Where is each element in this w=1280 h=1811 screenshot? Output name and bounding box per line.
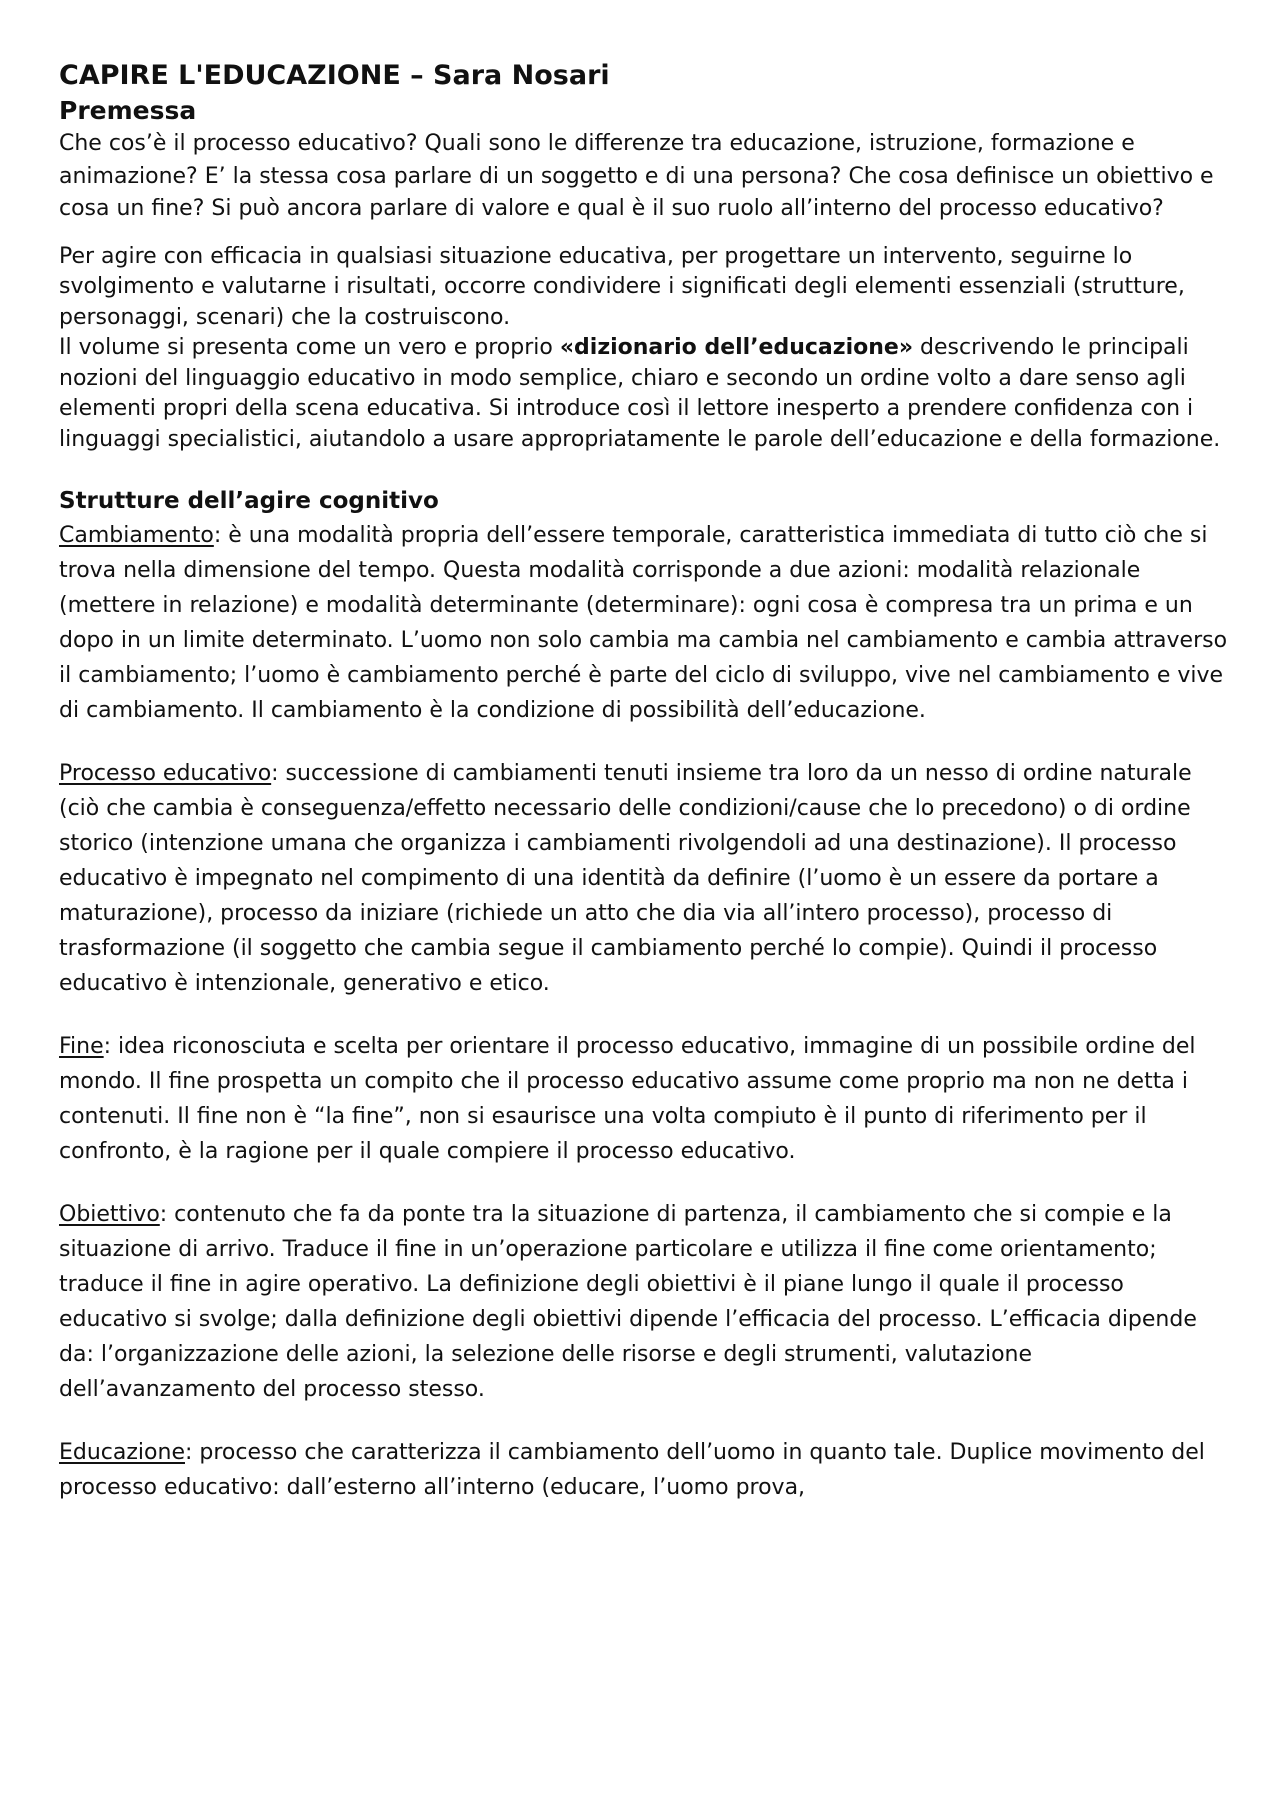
premessa-paragraph-3-intro: Il volume si presenta come un vero e proprio xyxy=(59,335,560,360)
premessa-paragraph-3 xyxy=(59,333,1229,455)
term-processo-educativo: Processo educativo xyxy=(59,761,272,786)
premessa-paragraph-2: Per agire con efficacia in qualsiasi situazione educativa, per progettare un intervento, seguirne lo svolgimento e valutarne i risultati, occorre condividere i significati degli elementi essenziali (strutture, personaggi, scenari) che la costruiscono. xyxy=(59,243,1185,330)
definition-obiettivo: : contenuto che fa da ponte tra la situazione di partenza, il cambiamento che si compie e la situazione di arrivo. Traduce il fine in un’operazione particolare e utilizza il fine come orientamento; traduce il fine in agire operativo. La definizione degli obiettivi è il piane lungo il quale il processo educativo si svolge; dalla definizione degli obiettivi dipende l’efficacia del processo. L’efficacia dipende da: l’organizzazione delle azioni, la selezione delle risorse e degli strumenti, valutazione dell’avanzamento del processo stesso. xyxy=(59,1202,1197,1402)
document-title: CAPIRE L'EDUCAZIONE – Sara Nosari xyxy=(59,60,610,91)
entry-fine xyxy=(59,1029,1229,1169)
entry-processo-educativo xyxy=(59,756,1229,1001)
term-obiettivo: Obiettivo xyxy=(59,1202,160,1227)
entry-obiettivo xyxy=(59,1197,1229,1407)
term-educazione: Educazione xyxy=(59,1440,185,1465)
premessa-paragraph-1: Che cos’è il processo educativo? Quali sono le differenze tra educazione, istruzione, formazione e animazione? E’ la stessa cosa parlare di un soggetto e di una persona? Che cosa definisce un obiettivo e cosa un fine? Si può ancora parlare di valore e qual è il suo ruolo all’interno del processo educativo? xyxy=(59,131,1214,221)
document-page xyxy=(59,58,1229,1505)
entry-educazione xyxy=(59,1435,1229,1505)
dizionario-highlight: «dizionario dell’educazione» xyxy=(559,335,914,360)
definition-processo-educativo: : successione di cambiamenti tenuti insieme tra loro da un nesso di ordine naturale (ciò che cambia è conseguenza/effetto necessario delle condizioni/cause che lo precedono) o di ordine storico (intenzione umana che organizza i cambiamenti rivolgendoli ad una destinazione). Il processo educativo è impegnato nel compimento di una identità da definire (l’uomo è un essere da portare a maturazione), processo da iniziare (richiede un atto che dia via all’intero processo), processo di trasformazione (il soggetto che cambia segue il cambiamento perché lo compie). Quindi il processo educativo è intenzionale, generativo e etico. xyxy=(59,761,1192,996)
entry-cambiamento xyxy=(59,518,1229,728)
term-cambiamento: Cambiamento xyxy=(59,523,214,548)
definition-educazione: : processo che caratterizza il cambiamento dell’uomo in quanto tale. Duplice movimento del processo educativo: dall’esterno all’interno (educare, l’uomo prova, xyxy=(59,1440,1205,1500)
definition-fine: : idea riconosciuta e scelta per orientare il processo educativo, immagine di un possibile ordine del mondo. Il fine prospetta un compito che il processo educativo assume come proprio ma non ne detta i contenuti. Il fine non è “la fine”, non si esaurisce una volta compiuto è il punto di riferimento per il confronto, è la ragione per il quale compiere il processo educativo. xyxy=(59,1034,1196,1164)
strutture-heading: Strutture dell’agire cognitivo xyxy=(59,488,439,514)
term-fine: Fine xyxy=(59,1034,104,1059)
premessa-heading: Premessa xyxy=(59,96,197,125)
premessa-paragraph-3-rest: descrivendo le principali nozioni del linguaggio educativo in modo semplice, chiaro e secondo un ordine volto a dare senso agli elementi propri della scena educativa. Si introduce così il lettore inesperto a prendere confidenza con i linguaggi specialistici, aiutandolo a usare appropriatamente le parole dell’educazione e della formazione. xyxy=(59,335,1221,452)
definition-cambiamento: : è una modalità propria dell’essere temporale, caratteristica immediata di tutto ciò che si trova nella dimensione del tempo. Questa modalità corrisponde a due azioni: modalità relazionale (mettere in relazione) e modalità determinante (determinare): ogni cosa è compresa tra un prima e un dopo in un limite determinato. L’uomo non solo cambia ma cambia nel cambiamento e cambia attraverso il cambiamento; l’uomo è cambiamento perché è parte del ciclo di sviluppo, vive nel cambiamento e vive di cambiamento. Il cambiamento è la condizione di possibilità dell’educazione. xyxy=(59,523,1228,723)
